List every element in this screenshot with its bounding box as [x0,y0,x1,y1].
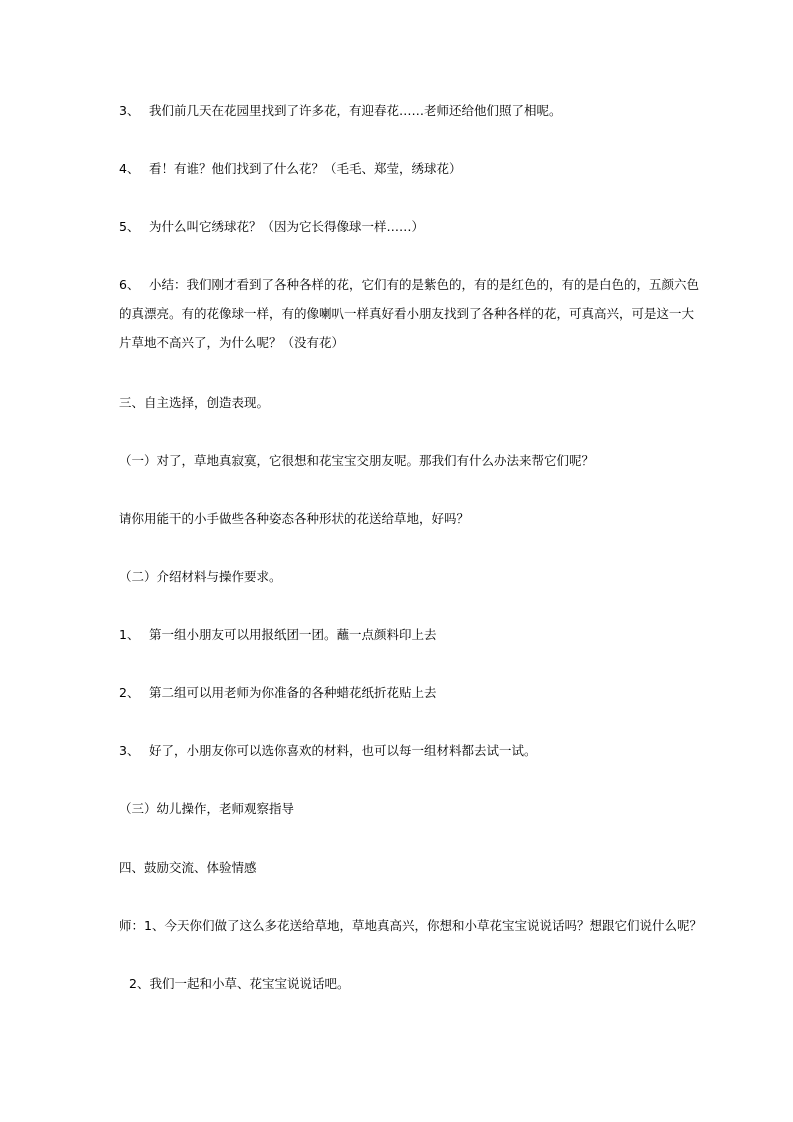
list-number: 6、 [119,277,140,292]
list-number: 2、 [119,685,140,700]
paragraph-line: 师：1、今天你们做了这么多花送给草地，草地真高兴，你想和小草花宝宝说说话吗？想跟它们说什么呢？ [119,918,702,933]
section-heading: 三、自主选择，创造表现。 [119,395,270,410]
list-text: 看！有谁？他们找到了什么花？（毛毛、郑莹，绣球花） [149,161,462,176]
list-item [119,161,462,177]
section-heading: 四、鼓励交流、体验情感 [119,860,257,875]
list-number: 4、 [119,161,140,176]
paragraph-line: 片草地不高兴了，为什么呢？（没有花） [119,335,345,350]
list-text: 好了，小朋友你可以选你喜欢的材料，也可以每一组材料都去试一试。 [149,743,537,758]
paragraph-line: 的真漂亮。有的花像球一样，有的像喇叭一样真好看小朋友找到了各种各样的花，可真高兴，可是这一大 [119,306,695,321]
list-number: 3、 [119,103,140,118]
list-text: 第二组可以用老师为你准备的各种蜡花纸折花贴上去 [149,685,437,700]
list-text: 为什么叫它绣球花？（因为它长得像球一样……） [149,219,425,234]
list-number: 1、 [119,627,140,642]
list-item [119,627,437,643]
list-text: 我们前几天在花园里找到了许多花，有迎春花……老师还给他们照了相呢。 [149,103,562,118]
paragraph-line: 请你用能干的小手做些各种姿态各种形状的花送给草地，好吗？ [119,511,470,526]
list-number: 5、 [119,219,140,234]
list-text: 第一组小朋友可以用报纸团一团。蘸一点颜料印上去 [149,627,437,642]
paragraph-line: 2、我们一起和小草、花宝宝说说话吧。 [129,976,350,991]
list-item [119,685,437,701]
list-item [119,277,699,293]
list-number: 3、 [119,743,140,758]
list-item [119,219,424,235]
subsection-heading: （一）对了，草地真寂寞，它很想和花宝宝交朋友呢。那我们有什么办法来帮它们呢？ [119,453,595,468]
list-item [119,743,537,759]
list-text: 小结：我们刚才看到了各种各样的花，它们有的是紫色的，有的是红色的，有的是白色的，五颜六色 [149,277,700,292]
list-item [119,103,562,119]
subsection-heading: （三）幼儿操作，老师观察指导 [119,801,295,816]
subsection-heading: （二）介绍材料与操作要求。 [119,569,282,584]
